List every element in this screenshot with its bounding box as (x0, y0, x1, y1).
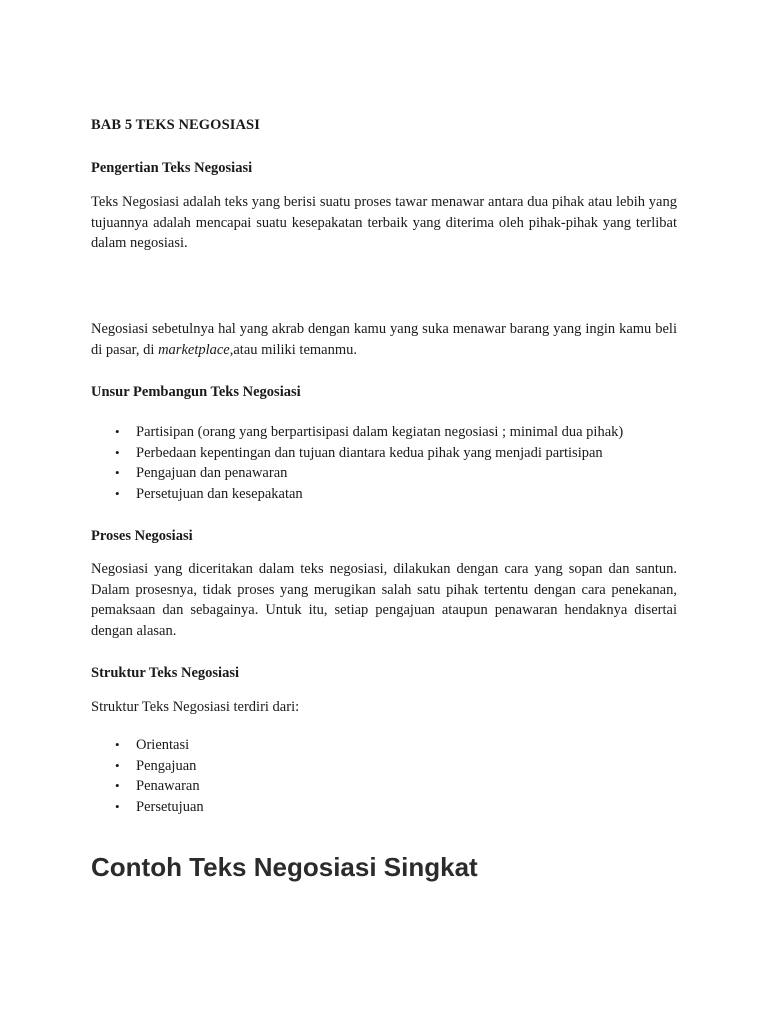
bullet-icon: • (115, 799, 120, 815)
list-item (91, 443, 623, 464)
list-item-label: Persetujuan dan kesepakatan (136, 486, 303, 503)
paragraph-negosiasi-sehari-hari (91, 319, 677, 360)
unsur-list (91, 422, 623, 505)
list-item (91, 756, 204, 777)
document-title: BAB 5 TEKS NEGOSIASI (91, 117, 260, 133)
bullet-icon: • (115, 465, 120, 481)
list-item-label: Pengajuan dan penawaran (136, 465, 288, 482)
list-item (91, 463, 623, 484)
paragraph-text-start: Negosiasi sebetulnya hal yang akrab dengan kamu yang suka menawar barang yang ingin kamu beli di pasar, di (91, 321, 677, 358)
struktur-list (91, 735, 204, 818)
paragraph-text-end: atau miliki temanmu. (233, 341, 358, 358)
list-item (91, 422, 623, 443)
section-heading-struktur: Struktur Teks Negosiasi (91, 665, 239, 681)
paragraph-struktur-intro: Struktur Teks Negosiasi terdiri dari: (91, 699, 300, 715)
bullet-icon: • (115, 444, 120, 460)
list-item-label: Orientasi (136, 737, 190, 753)
list-item-label: Pengajuan (136, 757, 197, 774)
contoh-heading: Contoh Teks Negosiasi Singkat (91, 852, 478, 882)
bullet-icon: • (115, 757, 120, 773)
paragraph-proses: Negosiasi yang diceritakan dalam teks negosiasi, dilakukan dengan cara yang sopan dan santun. Dalam prosesnya, tidak proses yang merugikan salah satu pihak tertentu dengan cara penekanan, pemaksaan dan sebagainya. Untuk itu, setiap pengajuan ataupun penawaran hendaknya disertai dengan alasan. (91, 561, 677, 640)
list-item-label: Penawaran (136, 778, 200, 795)
paragraph-pengertian: Teks Negosiasi adalah teks yang berisi suatu proses tawar menawar antara dua pihak atau lebih yang tujuannya adalah mencapai suatu kesepakatan terbaik yang diterima oleh pihak-pihak yang terlibat dalam negosiasi. (91, 194, 677, 252)
list-item-label: Perbedaan kepentingan dan tujuan diantara kedua pihak yang menjadi partisipan (136, 444, 603, 461)
list-item-label: Persetujuan (136, 799, 204, 816)
list-item (91, 484, 623, 505)
section-heading-pengertian: Pengertian Teks Negosiasi (91, 160, 253, 176)
list-item (91, 735, 204, 756)
bullet-icon: • (115, 424, 120, 439)
section-heading-proses: Proses Negosiasi (91, 528, 193, 544)
bullet-icon: • (115, 737, 120, 752)
bullet-icon: • (115, 778, 120, 794)
list-item-label: Partisipan (orang yang berpartisipasi dalam kegiatan negosiasi ; minimal dua pihak) (136, 424, 624, 440)
list-item (91, 797, 204, 818)
paragraph-italic-term: marketplace, (158, 341, 234, 358)
bullet-icon: • (115, 486, 120, 502)
section-heading-unsur: Unsur Pembangun Teks Negosiasi (91, 384, 301, 400)
list-item (91, 776, 204, 797)
